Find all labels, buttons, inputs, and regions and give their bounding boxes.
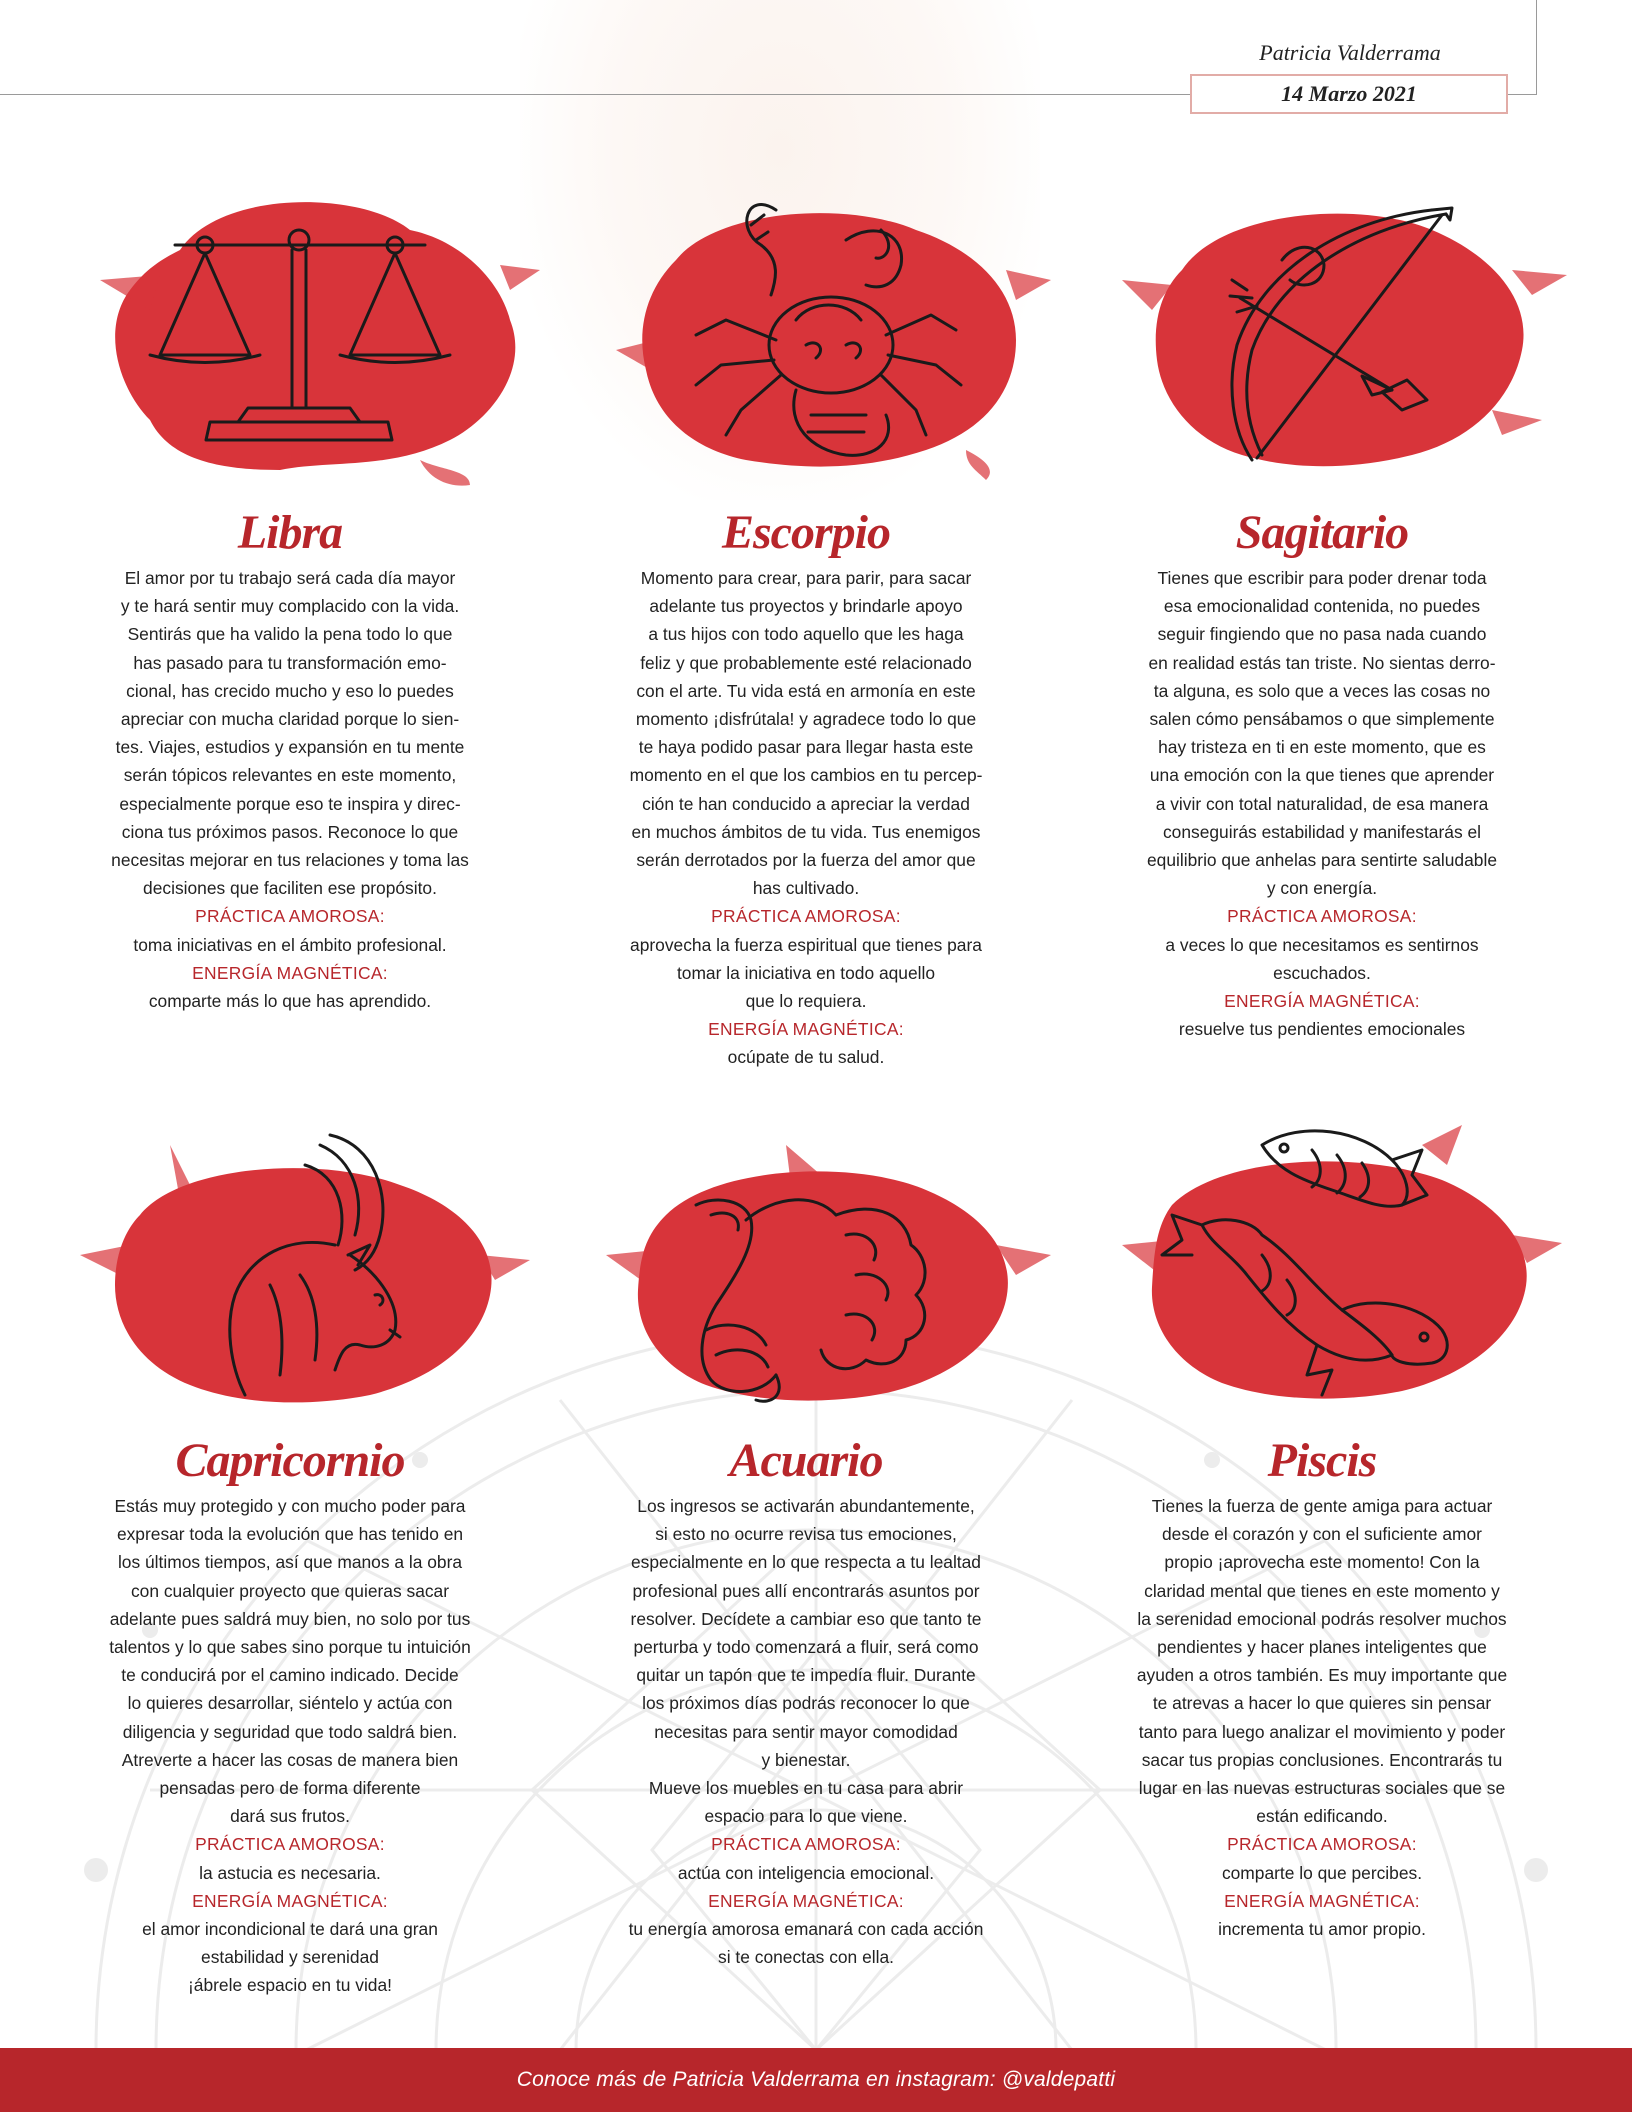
- love-practice-label: PRÁCTICA AMOROSA:: [1227, 1834, 1417, 1855]
- sign-reading: [30, 564, 550, 1015]
- magnetic-energy-label: ENERGÍA MAGNÉTICA:: [192, 1890, 388, 1911]
- reading-line: los próximos días podrás reconocer lo que: [642, 1693, 970, 1714]
- magnetic-energy-text: ¡ábrele espacio en tu vida!: [188, 1975, 392, 1996]
- magnetic-energy-text: el amor incondicional te dará una gran: [142, 1919, 438, 1940]
- reading-line: ciona tus próximos pasos. Reconoce lo que: [121, 821, 459, 842]
- magnetic-energy-label: ENERGÍA MAGNÉTICA:: [1224, 1890, 1420, 1911]
- reading-line: has cultivado.: [752, 878, 860, 899]
- reading-line: desde el corazón y con el suficiente amor: [1162, 1524, 1482, 1545]
- love-practice-text: tomar la iniciativa en todo aquello: [676, 962, 936, 983]
- scorpion-icon: [546, 170, 1066, 490]
- magnetic-energy-label: ENERGÍA MAGNÉTICA:: [192, 962, 388, 983]
- issue-date: 14 Marzo 2021: [1190, 74, 1508, 114]
- reading-line: adelante tus proyectos y brindarle apoyo: [649, 596, 963, 617]
- reading-line: y te hará sentir muy complacido con la vida.: [120, 596, 460, 617]
- magnetic-energy-text: tu energía amorosa emanará con cada acción: [628, 1919, 984, 1940]
- reading-line: Sentirás que ha valido la pena todo lo que: [127, 624, 453, 645]
- sign-reading: [1062, 1492, 1582, 1943]
- reading-line: Mueve los muebles en tu casa para abrir: [648, 1778, 964, 1799]
- sign-reading: [30, 1492, 550, 2000]
- reading-line: los últimos tiempos, así que manos a la obra: [117, 1552, 463, 1573]
- reading-line: expresar toda la evolución que has tenido en: [116, 1524, 464, 1545]
- reading-line: te conducirá por el camino indicado. Decide: [121, 1665, 459, 1686]
- reading-line: dará sus frutos.: [230, 1806, 350, 1827]
- reading-line: resolver. Decídete a cambiar eso que tanto te: [630, 1608, 982, 1629]
- libra-scales-icon: [30, 170, 550, 490]
- magnetic-energy-text: resuelve tus pendientes emocionales: [1178, 1019, 1466, 1040]
- reading-line: ción te han conducido a apreciar la verdad: [642, 793, 970, 814]
- love-practice-text: escuchados.: [1273, 962, 1371, 983]
- reading-line: claridad mental que tienes en este momento y: [1144, 1580, 1500, 1601]
- love-practice-label: PRÁCTICA AMOROSA:: [195, 1834, 385, 1855]
- reading-line: apreciar con mucha claridad porque lo sien-: [120, 709, 460, 730]
- reading-line: pensadas pero de forma diferente: [159, 1778, 421, 1799]
- reading-line: están edificando.: [1256, 1806, 1388, 1827]
- magnetic-energy-text: ocúpate de tu salud.: [727, 1047, 885, 1068]
- love-practice-text: a veces lo que necesitamos es sentirnos: [1165, 934, 1479, 955]
- magnetic-energy-text: si te conectas con ella.: [718, 1947, 894, 1968]
- reading-line: Tienes que escribir para poder drenar toda: [1157, 568, 1487, 588]
- sign-title: Acuario: [729, 1434, 883, 1487]
- reading-line: una emoción con la que tienes que aprender: [1149, 765, 1495, 786]
- reading-line: te haya podido pasar para llegar hasta este: [638, 737, 974, 758]
- archer-bow-arrow-icon: [1062, 170, 1582, 490]
- reading-line: y con energía.: [1266, 878, 1378, 899]
- reading-line: te atrevas a hacer lo que quieres sin pensar: [1152, 1693, 1492, 1714]
- reading-line: profesional pues allí encontrarás asuntos por: [632, 1580, 980, 1601]
- magnetic-energy-label: ENERGÍA MAGNÉTICA:: [708, 1019, 904, 1040]
- magnetic-energy-label: ENERGÍA MAGNÉTICA:: [708, 1890, 904, 1911]
- reading-line: necesitas para sentir mayor comodidad: [654, 1721, 958, 1742]
- reading-line: seguir fingiendo que no pasa nada cuando: [1157, 624, 1487, 645]
- water-jar-icon: [546, 1105, 1066, 1425]
- reading-line: decisiones que faciliten ese propósito.: [143, 878, 437, 899]
- love-practice-text: actúa con inteligencia emocional.: [677, 1862, 935, 1883]
- reading-line: a vivir con total naturalidad, de esa manera: [1155, 793, 1489, 814]
- reading-line: serán derrotados por la fuerza del amor que: [636, 850, 976, 871]
- reading-line: ayuden a otros también. Es muy importante que: [1136, 1665, 1508, 1686]
- reading-line: si esto no ocurre revisa tus emociones,: [655, 1524, 957, 1545]
- love-practice-label: PRÁCTICA AMOROSA:: [711, 906, 901, 927]
- footer-instagram-text[interactable]: Conoce más de Patricia Valderrama en instagram: @valdepatti: [516, 2068, 1116, 2091]
- reading-line: sacar tus propias conclusiones. Encontrarás tu: [1141, 1749, 1503, 1770]
- sign-reading: [546, 1492, 1066, 1971]
- love-practice-text: que lo requiera.: [745, 991, 867, 1012]
- reading-line: a tus hijos con todo aquello que les haga: [648, 624, 964, 645]
- love-practice-text: toma iniciativas en el ámbito profesional.: [133, 934, 447, 955]
- reading-line: serán tópicos relevantes en este momento,: [123, 765, 457, 786]
- two-fish-icon: [1062, 1105, 1582, 1425]
- reading-line: con el arte. Tu vida está en armonía en este: [636, 680, 976, 701]
- reading-line: salen cómo pensábamos o que simplemente: [1149, 709, 1495, 730]
- love-practice-text: comparte lo que percibes.: [1221, 1862, 1423, 1883]
- reading-line: pendientes y hacer planes inteligentes que: [1157, 1637, 1487, 1658]
- reading-line: ta alguna, es solo que a veces las cosas no: [1153, 680, 1491, 701]
- sign-reading: [1062, 564, 1582, 1043]
- reading-line: has pasado para tu transformación emo-: [133, 652, 447, 673]
- sign-title: Sagitario: [1235, 506, 1409, 559]
- reading-line: momento en el que los cambios en tu percep-: [629, 765, 983, 786]
- reading-line: lugar en las nuevas estructuras sociales que se: [1138, 1778, 1506, 1799]
- reading-line: Estás muy protegido y con mucho poder para: [114, 1496, 466, 1516]
- header-vertical-divider: [1536, 0, 1537, 95]
- magnetic-energy-text: estabilidad y serenidad: [201, 1947, 379, 1968]
- reading-line: perturba y todo comenzará a fluir, será como: [633, 1637, 979, 1658]
- reading-line: con cualquier proyecto que quieras sacar: [130, 1580, 450, 1601]
- reading-line: diligencia y seguridad que todo saldrá bien.: [122, 1721, 458, 1742]
- reading-line: esa emocionalidad contenida, no puedes: [1163, 596, 1481, 617]
- sign-title: Escorpio: [721, 506, 890, 559]
- sign-reading: [546, 564, 1066, 1072]
- reading-line: espacio para lo que viene.: [704, 1806, 908, 1827]
- reading-line: talentos y lo que sabes sino porque tu intuición: [109, 1637, 471, 1658]
- reading-line: especialmente en lo que respecta a tu lealtad: [631, 1552, 981, 1573]
- footer-banner: [0, 2048, 1632, 2112]
- reading-line: hay tristeza en ti en este momento, que es: [1158, 737, 1486, 758]
- love-practice-text: la astucia es necesaria.: [199, 1862, 381, 1883]
- reading-line: especialmente porque eso te inspira y direc-: [119, 793, 461, 814]
- reading-line: Atreverte a hacer las cosas de manera bien: [121, 1749, 459, 1770]
- reading-line: quitar un tapón que te impedía fluir. Durante: [636, 1665, 976, 1686]
- author-name: Patricia Valderrama: [1259, 40, 1441, 65]
- reading-line: lo quieres desarrollar, siéntelo y actúa con: [127, 1693, 453, 1714]
- reading-line: necesitas mejorar en tus relaciones y toma las: [111, 850, 469, 871]
- reading-line: Los ingresos se activarán abundantemente,: [637, 1496, 975, 1516]
- love-practice-label: PRÁCTICA AMOROSA:: [711, 1834, 901, 1855]
- reading-line: adelante pues saldrá muy bien, no solo por tus: [109, 1608, 471, 1629]
- reading-line: El amor por tu trabajo será cada día mayor: [124, 568, 456, 588]
- sign-title: Libra: [237, 506, 343, 559]
- reading-line: en realidad estás tan triste. No sientas derro-: [1148, 652, 1496, 673]
- reading-line: Tienes la fuerza de gente amiga para actuar: [1151, 1496, 1493, 1516]
- love-practice-label: PRÁCTICA AMOROSA:: [1227, 906, 1417, 927]
- reading-line: cional, has crecido mucho y eso lo puedes: [126, 680, 454, 701]
- reading-line: propio ¡aprovecha este momento! Con la: [1164, 1552, 1480, 1573]
- love-practice-label: PRÁCTICA AMOROSA:: [195, 906, 385, 927]
- magnetic-energy-label: ENERGÍA MAGNÉTICA:: [1224, 991, 1420, 1012]
- love-practice-text: aprovecha la fuerza espiritual que tienes para: [630, 934, 982, 955]
- reading-line: la serenidad emocional podrás resolver muchos: [1137, 1608, 1507, 1629]
- reading-line: tes. Viajes, estudios y expansión en tu mente: [115, 737, 465, 758]
- reading-line: feliz y que probablemente esté relacionado: [640, 652, 972, 673]
- reading-line: conseguirás estabilidad y manifestarás el: [1162, 821, 1482, 842]
- reading-line: Momento para crear, para parir, para sacar: [640, 568, 972, 588]
- reading-line: momento ¡disfrútala! y agradece todo lo que: [635, 709, 977, 730]
- reading-line: equilibrio que anhelas para sentirte saludable: [1147, 850, 1497, 871]
- sign-title: Piscis: [1267, 1434, 1377, 1487]
- reading-line: en muchos ámbitos de tu vida. Tus enemigos: [631, 821, 981, 842]
- sign-title: Capricornio: [175, 1434, 405, 1487]
- goat-head-icon: [30, 1105, 550, 1425]
- reading-line: tanto para luego analizar el movimiento y poder: [1138, 1721, 1506, 1742]
- magnetic-energy-text: incrementa tu amor propio.: [1218, 1919, 1426, 1940]
- magnetic-energy-text: comparte más lo que has aprendido.: [148, 991, 432, 1012]
- reading-line: y bienestar.: [761, 1749, 851, 1770]
